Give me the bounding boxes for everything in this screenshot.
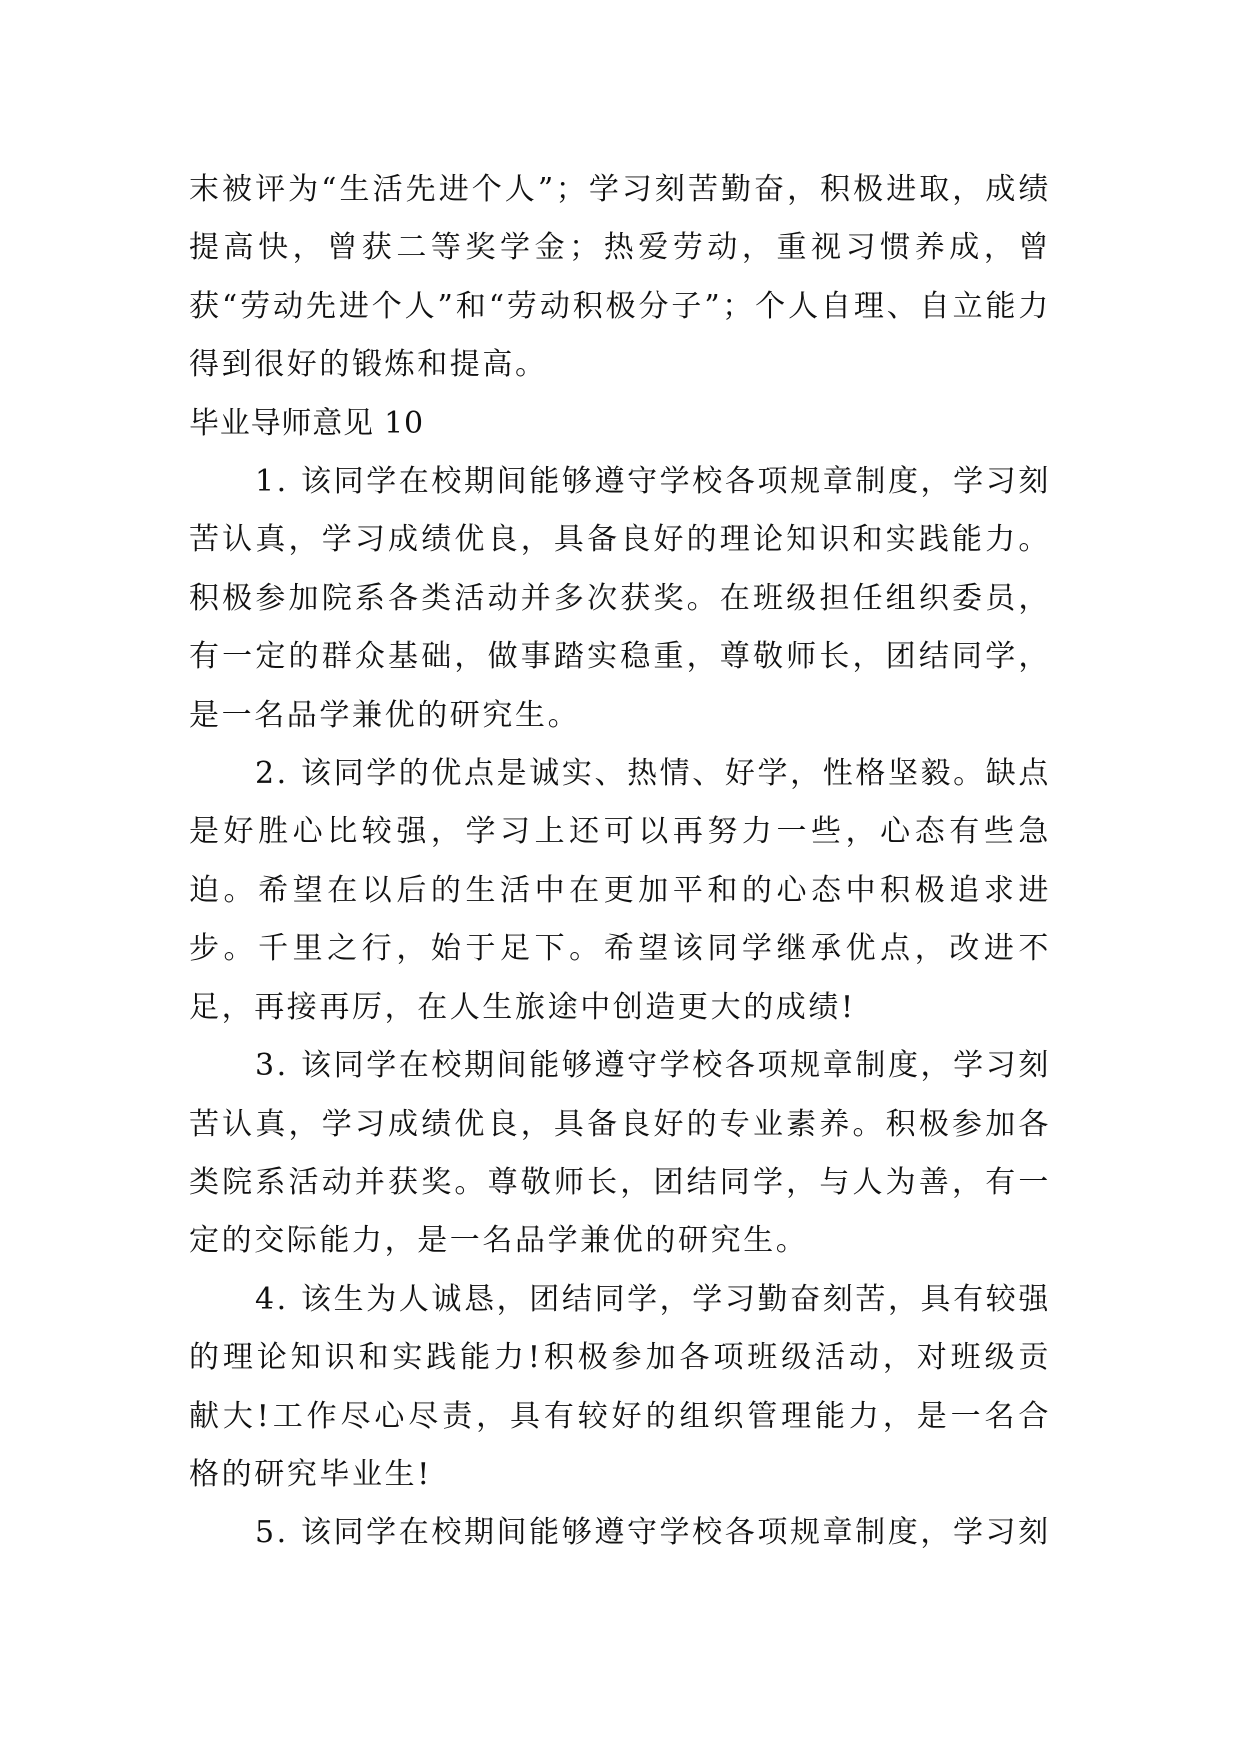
opinion-item-1: 1. 该同学在校期间能够遵守学校各项规章制度，学习刻苦认真，学习成绩优良，具备良好的理论知识和实践能力。积极参加院系各类活动并多次获奖。在班级担任组织委员，有一定的群众基础，做事踏实稳重，尊敬师长，团结同学，是一名品学兼优的研究生。: [189, 464, 1051, 733]
opinion-item-3: 3. 该同学在校期间能够遵守学校各项规章制度，学习刻苦认真，学习成绩优良，具备良好的专业素养。积极参加各类院系活动并获奖。尊敬师长，团结同学，与人为善，有一定的交际能力，是一名品学兼优的研究生。: [189, 1048, 1051, 1259]
section-heading: 毕业导师意见 10: [189, 405, 424, 441]
opinion-item-4: 4. 该生为人诚恳，团结同学，学习勤奋刻苦，具有较强的理论知识和实践能力!积极参加各项班级活动，对班级贡献大!工作尽心尽责，具有较好的组织管理能力，是一名合格的研究毕业生!: [189, 1281, 1051, 1492]
paragraph-continued: 末被评为“生活先进个人”；学习刻苦勤奋，积极进取，成绩提高快，曾获二等奖学金；热爱劳动，重视习惯养成，曾获“劳动先进个人”和“劳动积极分子”；个人自理、自立能力得到很好的锻炼和提高。: [189, 172, 1051, 383]
opinion-item-2: 2. 该同学的优点是诚实、热情、好学，性格坚毅。缺点是好胜心比较强，学习上还可以再努力一些，心态有些急迫。希望在以后的生活中在更加平和的心态中积极追求进步。千里之行，始于足下。希望该同学继承优点，改进不足，再接再厉，在人生旅途中创造更大的成绩!: [189, 756, 1051, 1025]
opinion-item-5: 5. 该同学在校期间能够遵守学校各项规章制度，学习刻: [255, 1515, 1051, 1551]
document-body: [189, 161, 1051, 1563]
